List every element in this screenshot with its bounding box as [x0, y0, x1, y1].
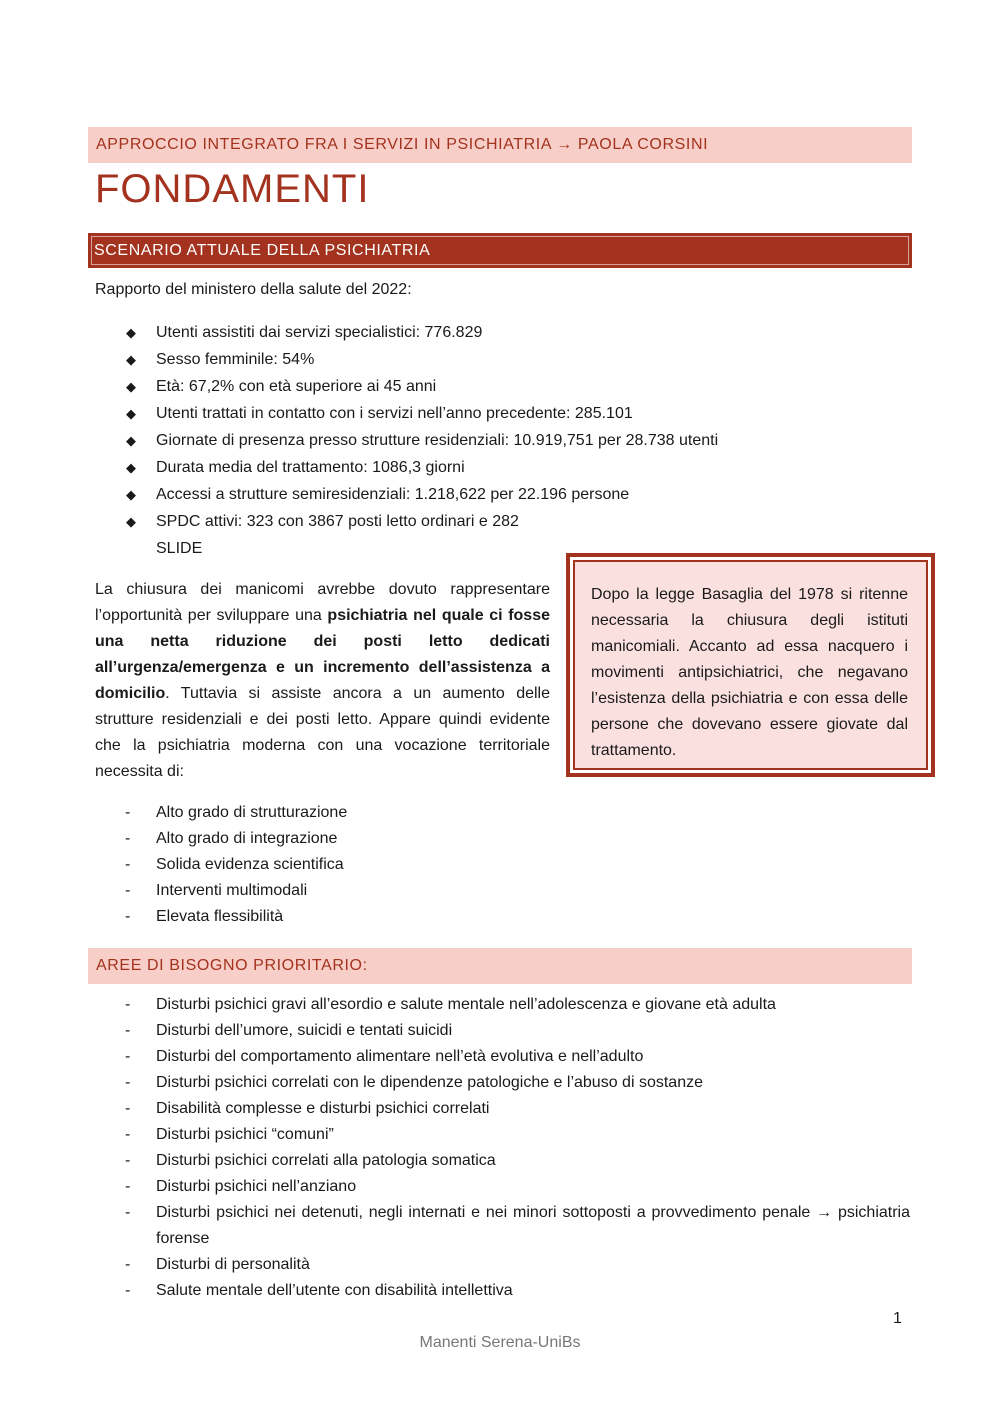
list-item: ◆ Utenti assistiti dai servizi specialistici: 776.829 — [95, 319, 565, 346]
needs-list — [95, 800, 565, 930]
list-item: - Solida evidenza scientifica — [95, 852, 565, 878]
dash-bullet-icon: - — [125, 830, 131, 847]
list-item: - Disturbi psichici correlati con le dipendenze patologiche e l’abuso di sostanze — [95, 1070, 910, 1096]
diamond-bullet-icon: ◆ — [126, 325, 136, 340]
dash-bullet-icon: - — [125, 1126, 131, 1143]
list-item: ◆ Accessi a strutture semiresidenziali: 1.218,622 per 22.196 persone — [95, 481, 565, 508]
dash-bullet-icon: - — [125, 1048, 131, 1065]
list-item: ◆ Giornate di presenza presso strutture residenziali: 10.919,751 per 28.738 utenti — [95, 427, 565, 454]
diamond-bullet-icon: ◆ — [126, 514, 136, 529]
list-item: - Disturbi di personalità — [95, 1252, 910, 1278]
dash-bullet-icon: - — [125, 804, 131, 821]
diamond-bullet-icon: ◆ — [126, 460, 136, 475]
priority-list — [95, 992, 910, 1304]
dash-bullet-icon: - — [125, 1152, 131, 1169]
intro-text: Rapporto del ministero della salute del 2022: — [95, 281, 412, 298]
course-header — [88, 127, 912, 163]
diamond-bullet-icon: ◆ — [126, 406, 136, 421]
footer-author: Manenti Serena-UniBs — [419, 1334, 581, 1351]
stats-list — [95, 319, 719, 562]
section-heading-scenario-label: SCENARIO ATTUALE DELLA PSICHIATRIA — [94, 241, 431, 259]
dash-bullet-icon: - — [125, 1178, 131, 1195]
section-heading-priority-label: AREE DI BISOGNO PRIORITARIO: — [96, 957, 368, 974]
dash-bullet-icon: - — [125, 856, 131, 873]
dash-bullet-icon: - — [125, 908, 131, 925]
dash-bullet-icon: - — [125, 882, 131, 899]
list-item: - Salute mentale dell’utente con disabilità intellettiva — [95, 1278, 910, 1304]
dash-bullet-icon: - — [125, 996, 131, 1013]
list-item: - Disturbi psichici correlati alla patologia somatica — [95, 1148, 910, 1174]
page-number: 1 — [893, 1310, 902, 1327]
list-item: ◆ Età: 67,2% con età superiore ai 45 anni — [95, 373, 565, 400]
course-title: APPROCCIO INTEGRATO FRA I SERVIZI IN PSICHIATRIA → PAOLA CORSINI — [96, 136, 709, 153]
diamond-bullet-icon: ◆ — [126, 487, 136, 502]
callout-text: Dopo la legge Basaglia del 1978 si ritenne necessaria la chiusura degli istituti manicomiali. Accanto ad essa nacquero i movimenti antipsichiatrici, che negavano l’esistenza della psichiatria e con essa delle persone che dovevano essere giovate dal trattamento. — [573, 560, 928, 770]
emphasis-text: psichiatria nel quale ci fosse una netta riduzione dei posti letto dedicati all’urgenza/emergenza e un incremento dell’assistenza a domicilio — [95, 607, 550, 702]
section-heading-scenario — [88, 233, 912, 268]
list-item: - Alto grado di integrazione — [95, 826, 565, 852]
page-title: FONDAMENTI — [95, 167, 370, 211]
dash-bullet-icon: - — [125, 1100, 131, 1117]
list-item: - Disturbi dell’umore, suicidi e tentati suicidi — [95, 1018, 910, 1044]
diamond-bullet-icon: ◆ — [126, 433, 136, 448]
list-item: - Disabilità complesse e disturbi psichici correlati — [95, 1096, 910, 1122]
diamond-bullet-icon: ◆ — [126, 379, 136, 394]
list-item: - Alto grado di strutturazione — [95, 800, 565, 826]
list-item: ◆ Utenti trattati in contatto con i servizi nell’anno precedente: 285.101 — [95, 400, 565, 427]
body-paragraph: La chiusura dei manicomi avrebbe dovuto rappresentare l’opportunità per sviluppare una psichiatria nel quale ci fosse una netta riduzione dei posti letto dedicati all’urgenza/emergenza e un incremento dell’assistenza a domicilio. Tuttavia si assiste ancora a un aumento delle strutture residenziali e dei posti letto. Appare quindi evidente che la psichiatria moderna con una vocazione territoriale necessita di: — [95, 581, 550, 780]
list-item: - Elevata flessibilità — [95, 904, 565, 930]
section-heading-priority — [88, 948, 912, 984]
callout-box — [566, 553, 935, 777]
dash-bullet-icon: - — [125, 1282, 131, 1299]
list-item: ◆ Sesso femminile: 54% — [95, 346, 565, 373]
dash-bullet-icon: - — [125, 1204, 131, 1221]
list-item: - Disturbi del comportamento alimentare nell’età evolutiva e nell’adulto — [95, 1044, 910, 1070]
dash-bullet-icon: - — [125, 1074, 131, 1091]
list-item: - Disturbi psichici gravi all’esordio e salute mentale nell’adolescenza e giovane età adulta — [95, 992, 910, 1018]
list-item: ◆ Durata media del trattamento: 1086,3 giorni — [95, 454, 565, 481]
list-item: - Disturbi psichici “comuni” — [95, 1122, 910, 1148]
list-item: - Disturbi psichici nei detenuti, negli internati e nei minori sottoposti a provvedimento penale → psichiatria forense — [95, 1200, 910, 1252]
list-item: ◆ SPDC attivi: 323 con 3867 posti letto ordinari e 282 SLIDE — [95, 508, 565, 562]
list-item: - Disturbi psichici nell’anziano — [95, 1174, 910, 1200]
list-item: - Interventi multimodali — [95, 878, 565, 904]
diamond-bullet-icon: ◆ — [126, 352, 136, 367]
dash-bullet-icon: - — [125, 1256, 131, 1273]
dash-bullet-icon: - — [125, 1022, 131, 1039]
